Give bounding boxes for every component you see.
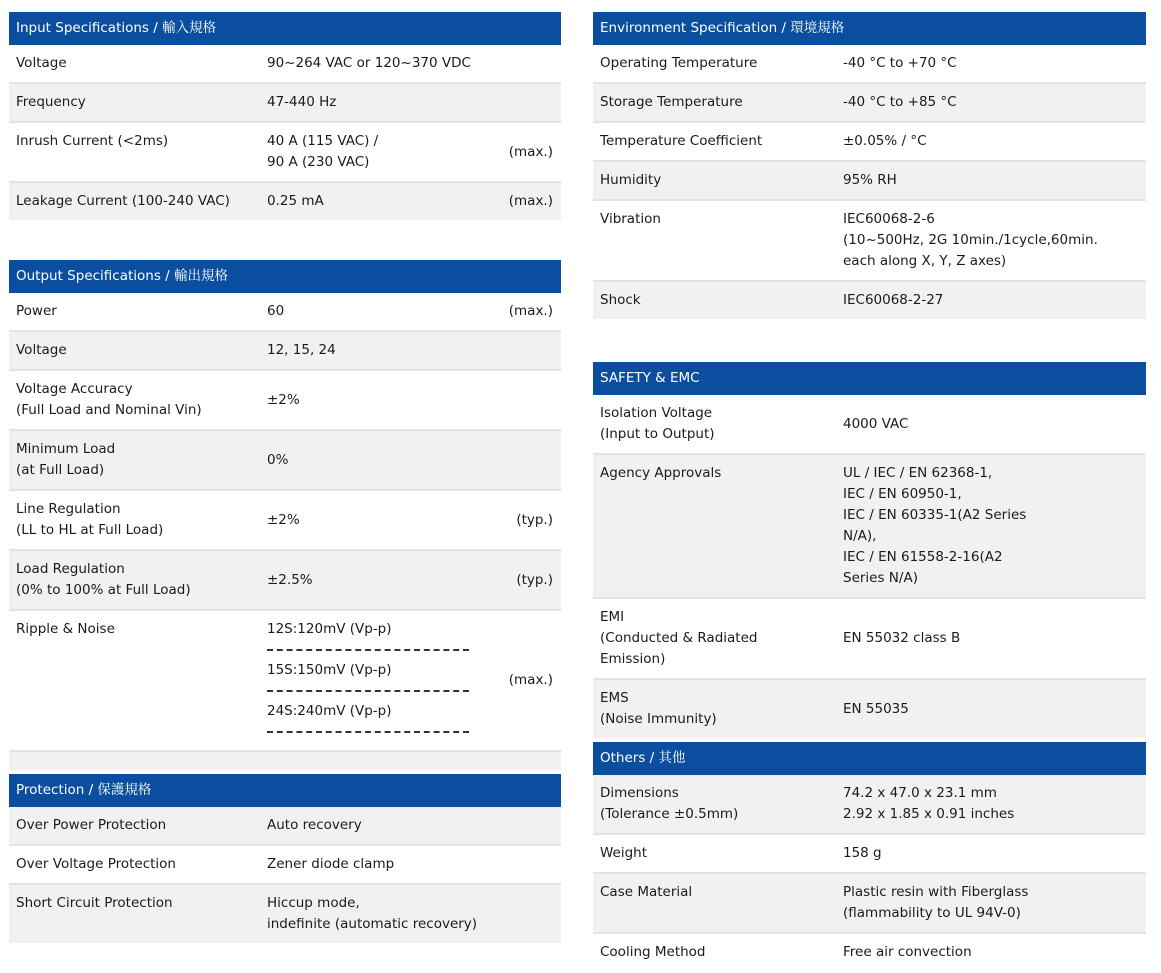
spec-value: ±2% — [267, 391, 300, 408]
safety-emc-header: SAFETY & EMC — [593, 362, 1146, 395]
spec-value: 158 g — [843, 845, 882, 861]
spec-row-short-circuit-protection — [9, 883, 561, 943]
spec-label: Over Voltage Protection — [16, 856, 176, 872]
dashed-divider — [267, 649, 469, 651]
spec-value: Auto recovery — [267, 817, 362, 833]
spec-value: UL / IEC / EN 62368-1, IEC / EN 60950-1, IEC / EN 60335-1(A2 Series N/A), IEC / EN 61558-2-16(A2 Series N/A) — [843, 465, 1027, 586]
spec-label: Load Regulation (0% to 100% at Full Load) — [16, 561, 191, 598]
spec-value: ±2.5% — [267, 571, 313, 588]
spec-row-emi — [593, 597, 1146, 678]
output-specifications-header: Output Specifications / 輸出規格 — [9, 260, 561, 293]
spec-value: 47-440 Hz — [267, 94, 337, 110]
spec-label: Storage Temperature — [600, 94, 743, 110]
spec-value: 90~264 VAC or 120~370 VDC — [267, 55, 471, 71]
spec-value: EN 55035 — [843, 700, 909, 717]
spec-label: Case Material — [600, 884, 693, 900]
spec-row-over-power-protection — [9, 807, 561, 844]
spec-row-isolation-voltage — [593, 395, 1146, 453]
spec-value: Zener diode clamp — [267, 856, 395, 872]
spec-label: Weight — [600, 845, 648, 861]
spec-row-leakage-current — [9, 181, 561, 220]
spec-value: 40 A (115 VAC) / 90 A (230 VAC) — [267, 133, 379, 170]
input-specifications-header: Input Specifications / 輸入規格 — [9, 12, 561, 45]
spec-row-load-regulation — [9, 549, 561, 609]
spec-label: Agency Approvals — [600, 465, 722, 481]
spec-row-empty — [9, 750, 561, 770]
spec-label: Isolation Voltage (Input to Output) — [600, 405, 715, 442]
spec-label: Humidity — [600, 172, 662, 188]
safety-emc-table — [593, 362, 1146, 738]
spec-value: -40 °C to +70 °C — [843, 55, 957, 71]
spec-row-temperature-coefficient — [593, 121, 1146, 160]
spec-row-minimum-load — [9, 429, 561, 489]
spec-value: -40 °C to +85 °C — [843, 94, 957, 110]
input-specifications-table — [9, 12, 561, 220]
spec-row-vibration — [593, 199, 1146, 280]
spec-row-operating-temperature — [593, 45, 1146, 82]
spec-label: Shock — [600, 292, 641, 308]
spec-label: Inrush Current (<2ms) — [16, 133, 169, 149]
dashed-divider — [267, 690, 469, 692]
spec-row-weight — [593, 833, 1146, 872]
spec-row-power — [9, 293, 561, 330]
spec-value: IEC60068-2-27 — [843, 292, 944, 308]
spec-note: (max.) — [508, 303, 553, 319]
spec-row-storage-temperature — [593, 82, 1146, 121]
spec-row-line-regulation — [9, 489, 561, 549]
spec-value: EN 55032 class B — [843, 630, 961, 646]
spec-value: 0% — [267, 451, 289, 468]
spec-value: IEC60068-2-6 (10~500Hz, 2G 10min./1cycle,60min. each along X, Y, Z axes) — [843, 211, 1098, 269]
spec-value: Free air convection — [843, 944, 972, 960]
spec-label: Voltage — [16, 55, 67, 71]
spec-label: Leakage Current (100-240 VAC) — [16, 193, 230, 209]
spec-row-voltage-output — [9, 330, 561, 369]
spec-label: EMI (Conducted & Radiated Emission) — [600, 609, 758, 667]
spec-note: (typ.) — [516, 571, 553, 588]
spec-label: Frequency — [16, 94, 86, 110]
spec-label: Power — [16, 303, 57, 319]
spec-note: (max.) — [508, 193, 553, 209]
spec-label: Operating Temperature — [600, 55, 758, 71]
spec-row-case-material — [593, 872, 1146, 932]
spec-row-voltage-accuracy — [9, 369, 561, 429]
spec-label: Voltage Accuracy (Full Load and Nominal Vin) — [16, 381, 202, 418]
spec-note: (typ.) — [516, 511, 553, 528]
others-table — [593, 742, 1146, 971]
spec-label: Minimum Load (at Full Load) — [16, 441, 116, 478]
spec-value: ±2% — [267, 511, 300, 528]
environment-specification-table — [593, 12, 1146, 319]
spec-row-voltage-input — [9, 45, 561, 82]
protection-header: Protection / 保護規格 — [9, 774, 561, 807]
dashed-divider — [267, 731, 469, 733]
spec-row-cooling-method — [593, 932, 1146, 971]
spec-row-dimensions — [593, 775, 1146, 833]
spec-row-frequency — [9, 82, 561, 121]
left-column — [9, 12, 561, 971]
spec-row-over-voltage-protection — [9, 844, 561, 883]
spec-label: Line Regulation (LL to HL at Full Load) — [16, 501, 164, 538]
spec-value: 12, 15, 24 — [267, 342, 336, 358]
spec-label: Voltage — [16, 342, 67, 358]
spec-value: 74.2 x 47.0 x 23.1 mm 2.92 x 1.85 x 0.91 inches — [843, 785, 1015, 822]
spec-value: 60 — [267, 303, 285, 319]
spec-label: Dimensions (Tolerance ±0.5mm) — [600, 785, 739, 822]
right-column — [593, 12, 1146, 971]
spec-value: 0.25 mA — [267, 193, 324, 209]
spec-label: EMS (Noise Immunity) — [600, 690, 717, 727]
spec-value: 95% RH — [843, 172, 897, 188]
spec-label: Temperature Coefficient — [600, 133, 763, 149]
spec-row-agency-approvals — [593, 453, 1146, 597]
spec-label: Short Circuit Protection — [16, 895, 173, 911]
others-header: Others / 其他 — [593, 742, 1146, 775]
environment-specification-header: Environment Specification / 環境規格 — [593, 12, 1146, 45]
spec-value: 12S:120mV (Vp-p) 15S:150mV (Vp-p) 24S:240mV (Vp-p) — [267, 619, 503, 742]
spec-label: Vibration — [600, 211, 661, 227]
spec-row-ripple-noise — [9, 609, 561, 750]
spec-row-inrush-current — [9, 121, 561, 181]
spec-row-shock — [593, 280, 1146, 319]
spec-label: Cooling Method — [600, 944, 706, 960]
protection-table — [9, 774, 561, 943]
spec-note: (max.) — [508, 143, 553, 160]
spec-value: Hiccup mode, indefinite (automatic recovery) — [267, 895, 478, 932]
spec-value: ±0.05% / °C — [843, 133, 927, 149]
spec-label: Ripple & Noise — [16, 621, 115, 637]
spec-value: 4000 VAC — [843, 415, 909, 432]
spec-row-humidity — [593, 160, 1146, 199]
output-specifications-table — [9, 260, 561, 770]
spec-note: (max.) — [508, 672, 553, 688]
spec-row-ems — [593, 678, 1146, 738]
spec-value: Plastic resin with Fiberglass (flammability to UL 94V-0) — [843, 884, 1029, 921]
spec-label: Over Power Protection — [16, 817, 167, 833]
